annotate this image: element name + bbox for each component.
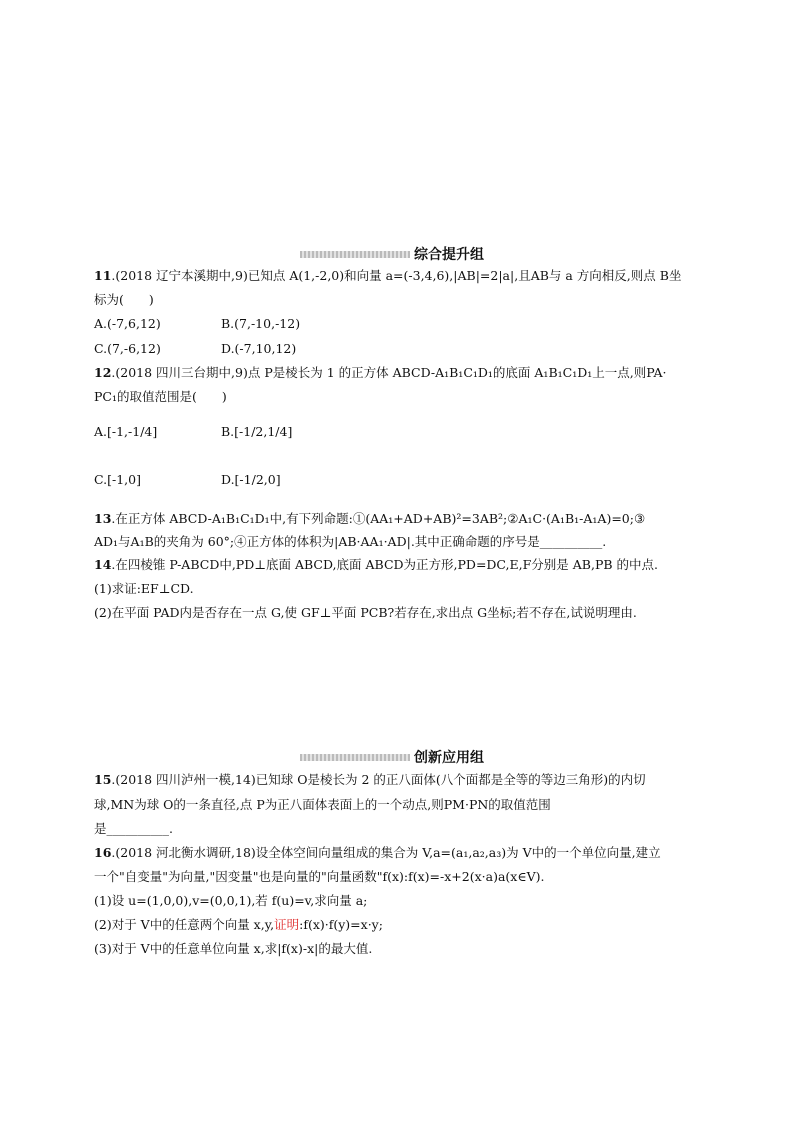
q12-option-b: B.[-1/2,1/4]: [221, 424, 293, 439]
q14-line1: [94, 556, 658, 574]
q12-option-c: C.[-1,0]: [94, 472, 141, 487]
q15-line2: 球,MN为球 O的一条直径,点 P为正八面体表面上的一个动点,则PM·PN的取值范围: [94, 797, 551, 812]
q16-line4-text-end: :f(x)·f(y)=x·y;: [299, 917, 383, 932]
section-header-2: [300, 747, 500, 767]
question-number: 15: [94, 772, 112, 787]
q16-line1: [94, 844, 661, 862]
question-text: .在四棱锥 P-ABCD中,PD⊥底面 ABCD,底面 ABCD为正方形,PD=DC,E,F分别是 AB,PB 的中点.: [111, 557, 659, 572]
q14-line2: (1)求证:EF⊥CD.: [94, 581, 194, 596]
q16-line2: 一个"自变量"为向量,"因变量"也是向量的"向量函数"f(x):f(x)=-x+2(x·a)a(x∈V).: [94, 869, 545, 884]
question-text: .(2018 辽宁本溪期中,9)已知点 A(1,-2,0)和向量 a=(-3,4,6),|AB|=2|a|,且AB与 a 方向相反,则点 B坐: [111, 268, 682, 283]
q12-line2: PC₁的取值范围是( ): [94, 389, 227, 404]
q16-line4: [94, 916, 383, 934]
q16-line4-text: (2)对于 V中的任意两个向量 x,y,: [94, 917, 275, 932]
q13-line2: AD₁与A₁B的夹角为 60°;④正方体的体积为|AB·AA₁·AD|.其中正确命题的序号是__________.: [94, 534, 607, 549]
q16-line5: (3)对于 V中的任意单位向量 x,求|f(x)-x|的最大值.: [94, 941, 373, 956]
question-text: .(2018 四川三台期中,9)点 P是棱长为 1 的正方体 ABCD-A₁B₁C₁D₁的底面 A₁B₁C₁D₁上一点,则PA·: [111, 365, 667, 380]
q15-line1: [94, 771, 646, 789]
q13-line1: [94, 510, 645, 528]
section-header-1: [300, 244, 500, 264]
question-text: .(2018 河北衡水调研,18)设全体空间向量组成的集合为 V,a=(a₁,a₂,a₃)为 V中的一个单位向量,建立: [111, 845, 661, 860]
q15-line3: 是__________.: [94, 821, 173, 836]
q11-option-a: A.(-7,6,12): [94, 316, 161, 331]
q16-line3: (1)设 u=(1,0,0),v=(0,0,1),若 f(u)=v,求向量 a;: [94, 893, 368, 908]
q11-option-d: D.(-7,10,12): [221, 341, 297, 356]
section-bar-decoration: [300, 754, 410, 761]
section-title: 创新应用组: [414, 750, 484, 766]
q11-line1: [94, 267, 681, 285]
q14-line3: (2)在平面 PAD内是否存在一点 G,使 GF⊥平面 PCB?若存在,求出点 G坐标;若不存在,试说明理由.: [94, 605, 637, 620]
q16-proof-label: 证明: [274, 917, 300, 932]
q11-option-c: C.(7,-6,12): [94, 341, 161, 356]
question-text: .(2018 四川泸州一模,14)已知球 O是棱长为 2 的正八面体(八个面都是全等的等边三角形)的内切: [111, 772, 646, 787]
question-number: 12: [94, 365, 112, 380]
section-title: 综合提升组: [414, 247, 484, 263]
question-text: .在正方体 ABCD-A₁B₁C₁D₁中,有下列命题:①(AA₁+AD+AB)²=3AB²;②A₁C·(A₁B₁-A₁A)=0;③: [111, 511, 646, 526]
q12-option-a: A.[-1,-1/4]: [94, 424, 158, 439]
q11-option-b: B.(7,-10,-12): [221, 316, 301, 331]
q12-option-d: D.[-1/2,0]: [221, 472, 281, 487]
q12-line1: [94, 364, 667, 382]
question-number: 14: [94, 557, 112, 572]
question-number: 13: [94, 511, 112, 526]
question-number: 16: [94, 845, 112, 860]
question-number: 11: [94, 268, 112, 283]
section-bar-decoration: [300, 251, 410, 258]
q11-line2: 标为( ): [94, 292, 154, 307]
